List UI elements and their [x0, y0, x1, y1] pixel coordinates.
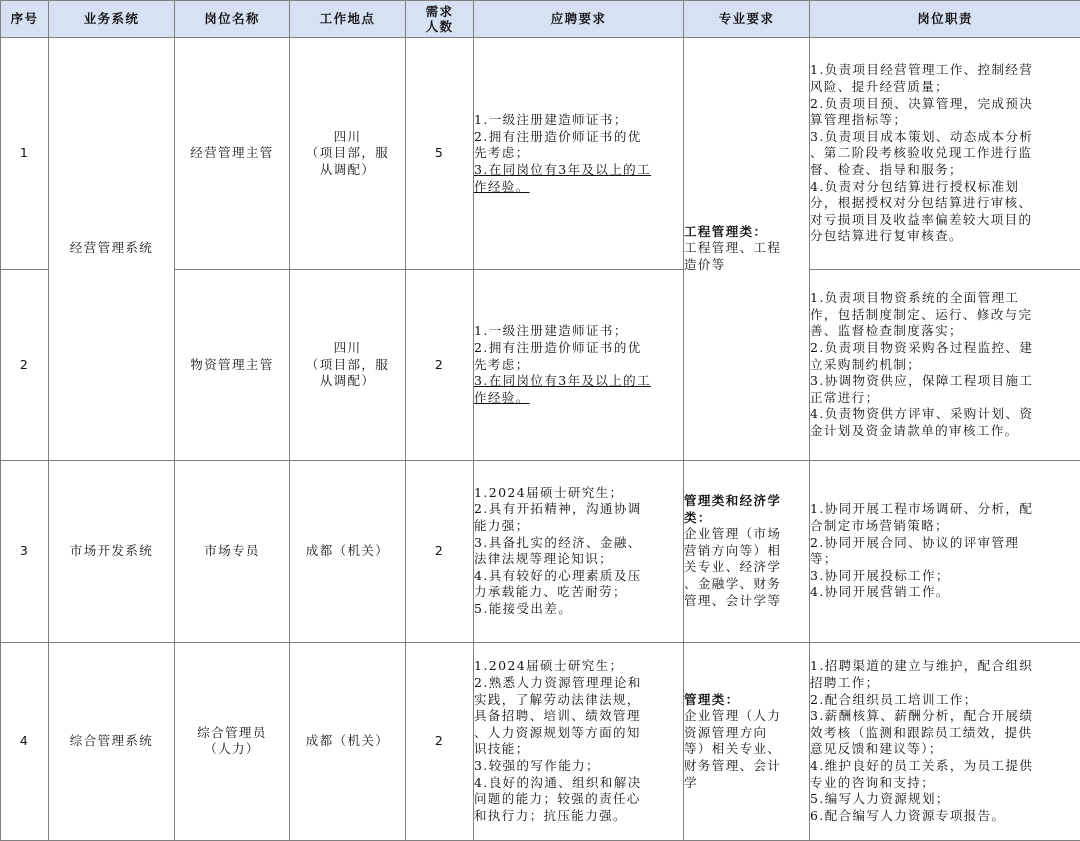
position-name: 物资管理主管 — [175, 270, 290, 460]
headcount: 2 — [406, 460, 474, 642]
position-name: 市场专员 — [175, 460, 290, 642]
headcount: 2 — [406, 270, 474, 460]
job-duties: 1.负责项目物资系统的全面管理工 作，包括制度制定、运行、修改与完 善、监督检查制度落实； 2.负责项目物资采购各过程监控、建 立采购制约机制； 3.协调物资供应，保障工程项目施工 正常进行； 4.负责物资供方评审、采购计划、资 金计划及资金请款单的审核工作。 — [810, 270, 1080, 460]
row-index: 3 — [1, 460, 49, 642]
work-location: 成都（机关） — [290, 642, 406, 840]
table-body — [1, 38, 1080, 841]
application-requirements: 1.2024届硕士研究生； 2.熟悉人力资源管理理论和 实践，了解劳动法律法规， 具备招聘、培训、绩效管理 、人力资源规划等方面的知 识技能； 3.较强的写作能力； 4.良好的沟通、组织和解决 问题的能力；较强的责任心 和执行力；抗压能力强。 — [474, 642, 684, 840]
row-index: 1 — [1, 38, 49, 270]
header-system: 业务系统 — [49, 1, 175, 38]
headcount: 2 — [406, 642, 474, 840]
position-name: 经营管理主管 — [175, 38, 290, 270]
header-row — [1, 1, 1080, 38]
header-requirements: 应聘要求 — [474, 1, 684, 38]
work-location: 四川 （项目部，服 从调配） — [290, 38, 406, 270]
major-requirements: 管理类： 企业管理（人力 资源管理方向 等）相关专业、 财务管理、会计 学 — [684, 642, 810, 840]
header-position: 岗位名称 — [175, 1, 290, 38]
job-duties: 1.招聘渠道的建立与维护，配合组织 招聘工作； 2.配合组织员工培训工作； 3.薪酬核算、薪酬分析，配合开展绩 效考核（监测和跟踪员工绩效，提供 意见反馈和建议等）； 4.维护良好的员工关系，为员工提供 专业的咨询和支持； 5.编写人力资源规划； 6.配合编写人力资源专项报告。 — [810, 642, 1080, 840]
header-count: 需求 人数 — [406, 1, 474, 38]
business-system: 综合管理系统 — [49, 642, 175, 840]
major-requirements: 工程管理类： 工程管理、工程 造价等 — [684, 38, 810, 461]
application-requirements: 1.一级注册建造师证书； 2.拥有注册造价师证书的优 先考虑； 3.在同岗位有3年及以上的工 作经验。 — [474, 38, 684, 270]
table-header — [1, 1, 1080, 38]
work-location: 成都（机关） — [290, 460, 406, 642]
headcount: 5 — [406, 38, 474, 270]
application-requirements: 1.一级注册建造师证书； 2.拥有注册造价师证书的优 先考虑； 3.在同岗位有3年及以上的工 作经验。 — [474, 270, 684, 460]
header-major: 专业要求 — [684, 1, 810, 38]
row-index: 4 — [1, 642, 49, 840]
table-row — [1, 642, 1080, 840]
application-requirements: 1.2024届硕士研究生； 2.具有开拓精神，沟通协调 能力强； 3.具备扎实的经济、金融、 法律法规等理论知识； 4.具有较好的心理素质及压 力承载能力、吃苦耐劳； 5.能接受出差。 — [474, 460, 684, 642]
business-system: 经营管理系统 — [49, 38, 175, 461]
job-duties: 1.协同开展工程市场调研、分析，配 合制定市场营销策略； 2.协同开展合同、协议的评审管理 等； 3.协同开展投标工作； 4.协同开展营销工作。 — [810, 460, 1080, 642]
header-duties: 岗位职责 — [810, 1, 1080, 38]
work-location: 四川 （项目部，服 从调配） — [290, 270, 406, 460]
table-row — [1, 460, 1080, 642]
header-index: 序号 — [1, 1, 49, 38]
row-index: 2 — [1, 270, 49, 460]
table-row — [1, 38, 1080, 270]
business-system: 市场开发系统 — [49, 460, 175, 642]
major-requirements: 管理类和经济学 类： 企业管理（市场 营销方向等）相 关专业、经济学 、金融学、财务 管理、会计学等 — [684, 460, 810, 642]
position-name: 综合管理员 （人力） — [175, 642, 290, 840]
job-duties: 1.负责项目经营管理工作、控制经营 风险、提升经营质量； 2.负责项目预、决算管理，完成预决 算管理指标等； 3.负责项目成本策划、动态成本分析 、第二阶段考核验收兑现工作进行监 督、检查、指导和服务； 4.负责对分包结算进行授权标准划 分，根据授权对分包结算进行审核、 对亏损项目及收益率偏差较大项目的 分包结算进行复审核查。 — [810, 38, 1080, 270]
header-location: 工作地点 — [290, 1, 406, 38]
